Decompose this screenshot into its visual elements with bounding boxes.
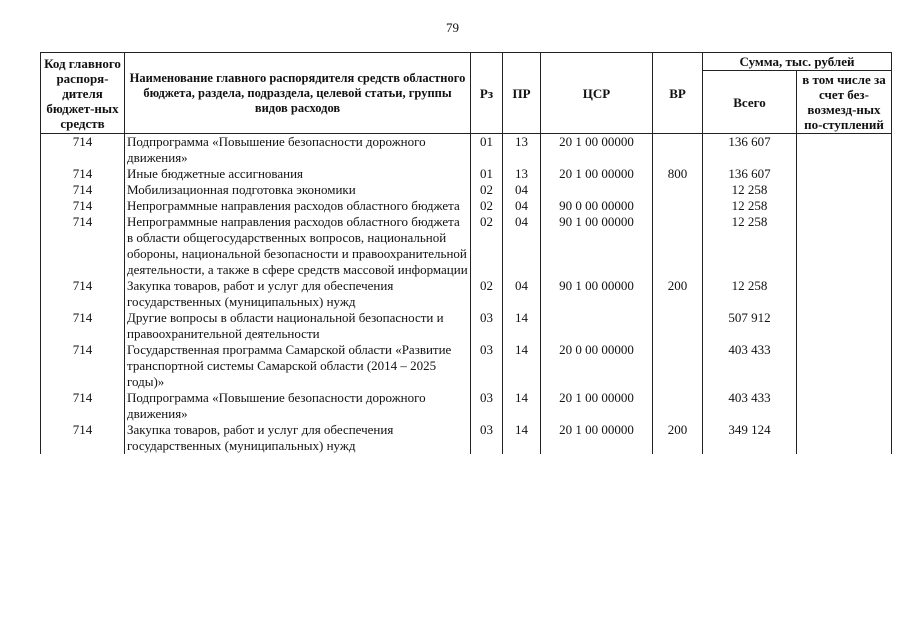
cell-rz: 01 (471, 166, 503, 182)
cell-csr: 90 1 00 00000 (541, 214, 653, 278)
table-row (41, 182, 892, 198)
budget-table (40, 52, 892, 454)
cell-pr: 04 (503, 182, 541, 198)
cell-total: 136 607 (703, 134, 797, 167)
cell-including (797, 342, 892, 390)
cell-code: 714 (41, 198, 125, 214)
cell-vr (653, 342, 703, 390)
cell-vr (653, 198, 703, 214)
cell-code: 714 (41, 134, 125, 167)
cell-rz: 03 (471, 390, 503, 422)
header-pr: ПР (503, 53, 541, 134)
cell-name: Подпрограмма «Повышение безопасности дорожного движения» (125, 390, 471, 422)
header-name: Наименование главного распорядителя средств областного бюджета, раздела, подраздела, целевой статьи, группы видов расходов (125, 53, 471, 134)
cell-csr: 20 1 00 00000 (541, 134, 653, 167)
header-rz: Рз (471, 53, 503, 134)
cell-pr: 04 (503, 198, 541, 214)
cell-pr: 13 (503, 134, 541, 167)
cell-name: Подпрограмма «Повышение безопасности дорожного движения» (125, 134, 471, 167)
page-number: 79 (446, 20, 459, 35)
table-row (41, 278, 892, 310)
cell-rz: 03 (471, 342, 503, 390)
cell-including (797, 390, 892, 422)
cell-name: Мобилизационная подготовка экономики (125, 182, 471, 198)
cell-code: 714 (41, 342, 125, 390)
cell-pr: 14 (503, 342, 541, 390)
header-sum: Сумма, тыс. рублей (703, 53, 892, 71)
cell-csr: 20 1 00 00000 (541, 422, 653, 454)
cell-total: 403 433 (703, 390, 797, 422)
cell-name: Непрограммные направления расходов областного бюджета (125, 198, 471, 214)
cell-total: 507 912 (703, 310, 797, 342)
table-row (41, 198, 892, 214)
cell-rz: 02 (471, 214, 503, 278)
cell-vr (653, 310, 703, 342)
cell-code: 714 (41, 214, 125, 278)
cell-including (797, 214, 892, 278)
cell-total: 136 607 (703, 166, 797, 182)
cell-csr: 90 1 00 00000 (541, 278, 653, 310)
cell-including (797, 278, 892, 310)
table-row (41, 134, 892, 167)
header-total: Всего (703, 71, 797, 134)
header-including: в том числе за счет без-возмезд-ных по-ступлений (797, 71, 892, 134)
cell-code: 714 (41, 182, 125, 198)
cell-vr (653, 134, 703, 167)
table-row (41, 310, 892, 342)
cell-csr: 20 0 00 00000 (541, 342, 653, 390)
header-code: Код главного распоря-дителя бюджет-ных средств (41, 53, 125, 134)
cell-including (797, 134, 892, 167)
cell-csr: 20 1 00 00000 (541, 390, 653, 422)
table-row (41, 422, 892, 454)
cell-vr (653, 390, 703, 422)
table-row (41, 214, 892, 278)
cell-pr: 14 (503, 390, 541, 422)
cell-rz: 02 (471, 198, 503, 214)
cell-csr: 90 0 00 00000 (541, 198, 653, 214)
cell-total: 12 258 (703, 214, 797, 278)
cell-including (797, 198, 892, 214)
cell-total: 403 433 (703, 342, 797, 390)
cell-name: Государственная программа Самарской области «Развитие транспортной системы Самарской области (2014 – 2025 годы)» (125, 342, 471, 390)
cell-total: 349 124 (703, 422, 797, 454)
cell-rz: 02 (471, 182, 503, 198)
cell-pr: 14 (503, 310, 541, 342)
cell-code: 714 (41, 278, 125, 310)
cell-rz: 01 (471, 134, 503, 167)
cell-vr (653, 182, 703, 198)
cell-pr: 14 (503, 422, 541, 454)
cell-including (797, 310, 892, 342)
header-csr: ЦСР (541, 53, 653, 134)
cell-name: Другие вопросы в области национальной безопасности и правоохранительной деятельности (125, 310, 471, 342)
table-row (41, 390, 892, 422)
cell-csr: 20 1 00 00000 (541, 166, 653, 182)
table-row (41, 342, 892, 390)
cell-including (797, 182, 892, 198)
cell-pr: 04 (503, 278, 541, 310)
cell-rz: 03 (471, 310, 503, 342)
header-vr: ВР (653, 53, 703, 134)
table-body (41, 134, 892, 455)
cell-total: 12 258 (703, 278, 797, 310)
cell-including (797, 166, 892, 182)
cell-vr (653, 214, 703, 278)
cell-name: Закупка товаров, работ и услуг для обеспечения государственных (муниципальных) нужд (125, 422, 471, 454)
cell-vr: 200 (653, 422, 703, 454)
cell-rz: 03 (471, 422, 503, 454)
cell-vr: 200 (653, 278, 703, 310)
cell-name: Иные бюджетные ассигнования (125, 166, 471, 182)
cell-code: 714 (41, 422, 125, 454)
cell-csr (541, 182, 653, 198)
cell-total: 12 258 (703, 198, 797, 214)
cell-csr (541, 310, 653, 342)
cell-pr: 13 (503, 166, 541, 182)
cell-rz: 02 (471, 278, 503, 310)
table-header (41, 53, 892, 134)
cell-name: Непрограммные направления расходов областного бюджета в области общегосударственных вопросов, национальной обороны, национальной безопасности и правоохранительной деятельности, а также в сфере средств массовой информации (125, 214, 471, 278)
cell-code: 714 (41, 310, 125, 342)
cell-total: 12 258 (703, 182, 797, 198)
cell-code: 714 (41, 166, 125, 182)
table-row (41, 166, 892, 182)
cell-including (797, 422, 892, 454)
cell-name: Закупка товаров, работ и услуг для обеспечения государственных (муниципальных) нужд (125, 278, 471, 310)
cell-vr: 800 (653, 166, 703, 182)
cell-code: 714 (41, 390, 125, 422)
cell-pr: 04 (503, 214, 541, 278)
